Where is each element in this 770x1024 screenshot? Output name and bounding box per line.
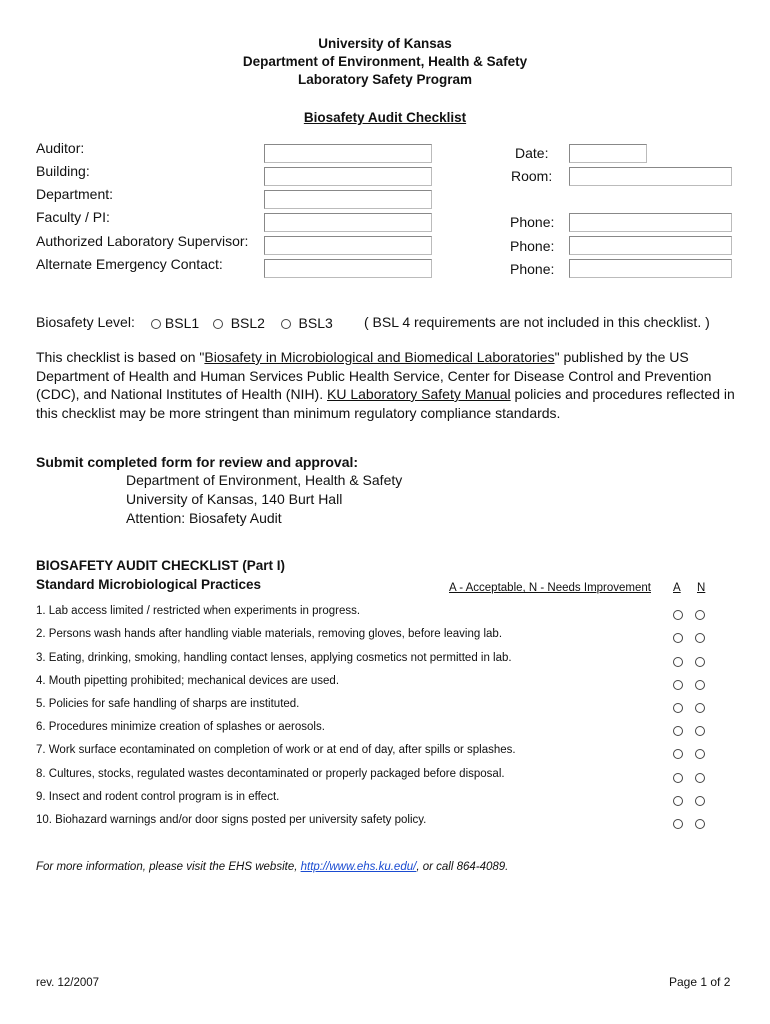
checklist-item-1: 1. Lab access limited / restricted when experiments in progress. (36, 605, 361, 617)
checklist-item-7: 7. Work surface econtaminated on completion of work or at end of day, after spills or splashes. (36, 744, 516, 756)
checklist-item-6: 6. Procedures minimize creation of splashes or aerosols. (36, 721, 325, 733)
header-university: University of Kansas (318, 36, 452, 51)
item-8-needs-improvement-radio[interactable] (695, 773, 705, 783)
room-label: Room: (511, 168, 553, 184)
safety-manual-link[interactable]: KU Laboratory Safety Manual (327, 386, 511, 402)
checklist-item-8: 8. Cultures, stocks, regulated wastes decontaminated or properly packaged before disposal. (36, 768, 505, 780)
faculty-field[interactable] (264, 213, 432, 232)
item-2-needs-improvement-radio[interactable] (695, 633, 705, 643)
bsl2-radio-circle[interactable] (213, 319, 223, 329)
supervisor-label: Authorized Laboratory Supervisor: (36, 233, 249, 249)
room-field[interactable] (569, 167, 732, 186)
submit-address: University of Kansas, 140 Burt Hall (126, 491, 343, 507)
item-3-needs-improvement-radio[interactable] (695, 657, 705, 667)
faculty-label: Faculty / PI: (36, 209, 110, 225)
auditor-label: Auditor: (36, 140, 85, 156)
intro-paragraph (36, 348, 736, 422)
bsl4-note: ( BSL 4 requirements are not included in this checklist. ) (364, 314, 710, 330)
bsl1-radio[interactable] (151, 315, 199, 331)
item-5-acceptable-radio[interactable] (673, 703, 683, 713)
revision-date: rev. 12/2007 (36, 977, 100, 989)
more-info-text: For more information, please visit the EHS website, (36, 861, 301, 873)
item-2-acceptable-radio[interactable] (673, 633, 683, 643)
department-field[interactable] (264, 190, 432, 209)
item-10-acceptable-radio[interactable] (673, 819, 683, 829)
form-title: Biosafety Audit Checklist (303, 110, 467, 125)
intro-text-3: policies and procedures reflected in this checklist may be more stringent than minimum regulatory compliance standards. (36, 386, 735, 421)
supervisor-phone-field[interactable] (569, 236, 732, 255)
bsl3-radio-circle[interactable] (281, 319, 291, 329)
submit-attention: Attention: Biosafety Audit (126, 510, 282, 526)
building-label: Building: (36, 163, 90, 179)
header-department: Department of Environment, Health & Safety (242, 54, 528, 69)
alternate-phone-label: Phone: (510, 261, 555, 277)
alternate-contact-label: Alternate Emergency Contact: (36, 256, 223, 272)
bsl2-radio[interactable] (213, 315, 265, 331)
item-4-needs-improvement-radio[interactable] (695, 680, 705, 690)
submit-title: Submit completed form for review and approval: (36, 454, 359, 470)
item-9-acceptable-radio[interactable] (673, 796, 683, 806)
bsl2-label: BSL2 (230, 315, 265, 331)
bsl3-label: BSL3 (298, 315, 333, 331)
bsl1-radio-circle[interactable] (151, 319, 161, 329)
more-info-phone: , or call 864-4089. (416, 861, 509, 873)
item-8-acceptable-radio[interactable] (673, 773, 683, 783)
faculty-phone-field[interactable] (569, 213, 732, 232)
item-6-needs-improvement-radio[interactable] (695, 726, 705, 736)
header-program: Laboratory Safety Program (297, 72, 473, 87)
item-1-acceptable-radio[interactable] (673, 610, 683, 620)
item-7-acceptable-radio[interactable] (673, 749, 683, 759)
item-9-needs-improvement-radio[interactable] (695, 796, 705, 806)
bsl1-label: BSL1 (164, 315, 200, 331)
section-subtitle: Standard Microbiological Practices (36, 577, 262, 592)
item-7-needs-improvement-radio[interactable] (695, 749, 705, 759)
item-5-needs-improvement-radio[interactable] (695, 703, 705, 713)
ehs-website-link[interactable]: http://www.ehs.ku.edu/ (300, 861, 417, 873)
supervisor-field[interactable] (264, 236, 432, 255)
date-label: Date: (515, 145, 549, 161)
item-6-acceptable-radio[interactable] (673, 726, 683, 736)
auditor-field[interactable] (264, 144, 432, 163)
checklist-item-3: 3. Eating, drinking, smoking, handling contact lenses, applying cosmetics not permitted in lab. (36, 652, 512, 664)
checklist-item-5: 5. Policies for safe handling of sharps are instituted. (36, 698, 300, 710)
more-info-line (36, 861, 508, 873)
intro-text-1: This checklist is based on " (36, 349, 205, 365)
intro-text-2: " published by the US Department of Health and Human Services Public Health Service, Center for Disease Control and Prevention (CDC), and National Institutes of Health (NIH). (36, 349, 712, 402)
column-n-header: N (697, 582, 706, 594)
date-field[interactable] (569, 144, 647, 163)
checklist-item-2: 2. Persons wash hands after handling viable materials, removing gloves, before leaving lab. (36, 628, 503, 640)
page-number: Page 1 of 2 (669, 975, 731, 989)
bsl3-radio[interactable] (281, 315, 333, 331)
item-3-acceptable-radio[interactable] (673, 657, 683, 667)
submit-department: Department of Environment, Health & Safety (126, 472, 403, 488)
department-label: Department: (36, 186, 114, 202)
checklist-item-9: 9. Insect and rodent control program is in effect. (36, 791, 280, 803)
item-4-acceptable-radio[interactable] (673, 680, 683, 690)
column-a-header: A (673, 582, 681, 594)
faculty-phone-label: Phone: (510, 214, 555, 230)
biosafety-level-options (151, 315, 333, 331)
checklist-item-4: 4. Mouth pipetting prohibited; mechanical devices are used. (36, 675, 340, 687)
section-title: BIOSAFETY AUDIT CHECKLIST (Part I) (36, 558, 286, 573)
checklist-item-10: 10. Biohazard warnings and/or door signs posted per university safety policy. (36, 814, 427, 826)
building-field[interactable] (264, 167, 432, 186)
rating-legend: A - Acceptable, N - Needs Improvement (449, 582, 651, 594)
item-1-needs-improvement-radio[interactable] (695, 610, 705, 620)
item-10-needs-improvement-radio[interactable] (695, 819, 705, 829)
biosafety-level-label: Biosafety Level: (36, 314, 135, 330)
bmbl-link[interactable]: Biosafety in Microbiological and Biomedical Laboratories (204, 349, 555, 365)
supervisor-phone-label: Phone: (510, 238, 555, 254)
alternate-phone-field[interactable] (569, 259, 732, 278)
alternate-contact-field[interactable] (264, 259, 432, 278)
